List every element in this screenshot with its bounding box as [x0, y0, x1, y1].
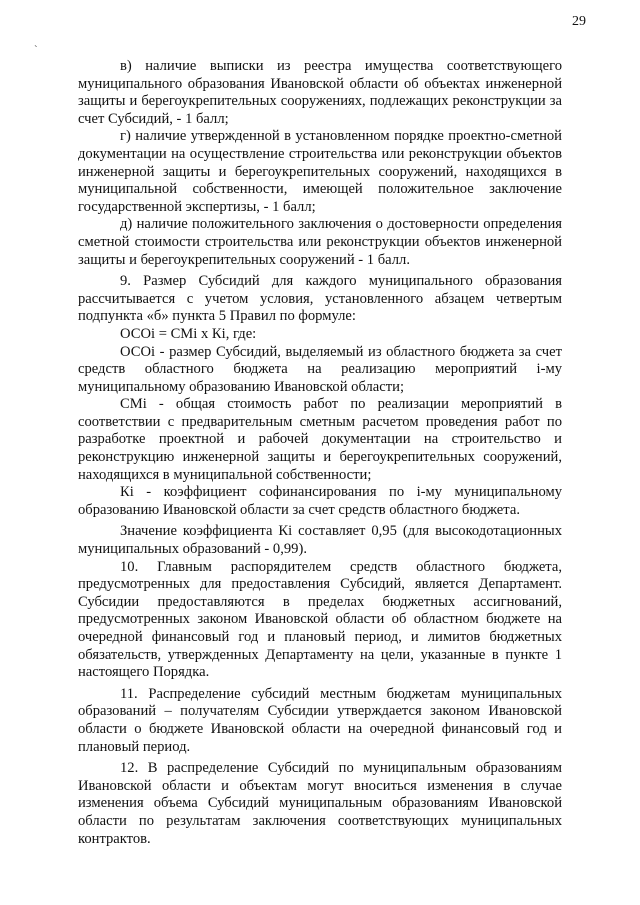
paragraph-11: 11. Распределение субсидий местным бюджетам муниципальных образований – получателям Субсидии утверждается законом Ивановской области о бюджете Ивановской области на очередной финансовый год и плановый период. [78, 685, 562, 755]
coefficient-value: Значение коэффициента Кi составляет 0,95 (для высокодотационных муниципальных образований - 0,99). [78, 523, 562, 558]
formula-line: ОСОi = СМi x Кi, где: [120, 325, 257, 342]
definition-k: Кi - коэффициент софинансирования по i-му муниципальному образованию Ивановской области за счет средств областного бюджета. [78, 484, 562, 518]
paragraph-g: г) наличие утвержденной в установленном порядке проектно-сметной документации на осуществление строительства или реконструкции объектов инженерной защиты и берегоукрепительных сооружений, находящихся в муниципальной собственности, имеющей положительное заключение государственной экспертизы, - 1 балл; [78, 128, 562, 215]
paragraph-9: 9. Размер Субсидий для каждого муниципального образования рассчитывается с учетом условия, установленного абзацем четвертым подпункта «б» пункта 5 Правил по формуле: [78, 273, 562, 325]
paragraph-10: 10. Главным распорядителем средств областного бюджета, предусмотренных для предоставления Субсидий, является Департамент. Субсидии предоставляются в пределах бюджетных ассигнований, предусмотренных законом Ивановской области об областном бюджете на очередной финансовый год и плановый период, и лимитов бюджетных обязательств, утвержденных Департаменту на цели, указанные в пункте 1 настоящего Порядка. [78, 558, 562, 681]
paragraph-12: 12. В распределение Субсидий по муниципальным образованиям Ивановской области и объектам могут вноситься изменения в случае изменения объема Субсидий муниципальным образованиям Ивановской области по результатам заключения соответствующих муниципальных контрактов. [78, 760, 562, 847]
scan-mark: ` [34, 44, 38, 56]
paragraph-v: в) наличие выписки из реестра имущества соответствующего муниципального образования Ивановской области об объектах инженерной защиты и берегоукрепительных сооружениях, подлежащих реконструкции за счет Субсидий, - 1 балл; [78, 58, 562, 127]
page-number: 29 [572, 14, 586, 29]
document-body [78, 58, 562, 848]
definition-oso: ОСОi - размер Субсидий, выделяемый из областного бюджета за счет средств областного бюджета на реализацию мероприятий i-му муниципальному образованию Ивановской области; [78, 343, 562, 395]
definition-sm: СМi - общая стоимость работ по реализации мероприятий в соответствии с предварительным сметным расчетом проведения работ по разработке проектной и рабочей документации на строительство и реконструкцию инженерной защиты и берегоукрепительных сооружений, находящихся в муниципальной собственности; [78, 396, 562, 483]
paragraph-d: д) наличие положительного заключения о достоверности определения сметной стоимости строительства или реконструкции объектов инженерной защиты и берегоукрепительных сооружений - 1 балл. [78, 216, 562, 268]
